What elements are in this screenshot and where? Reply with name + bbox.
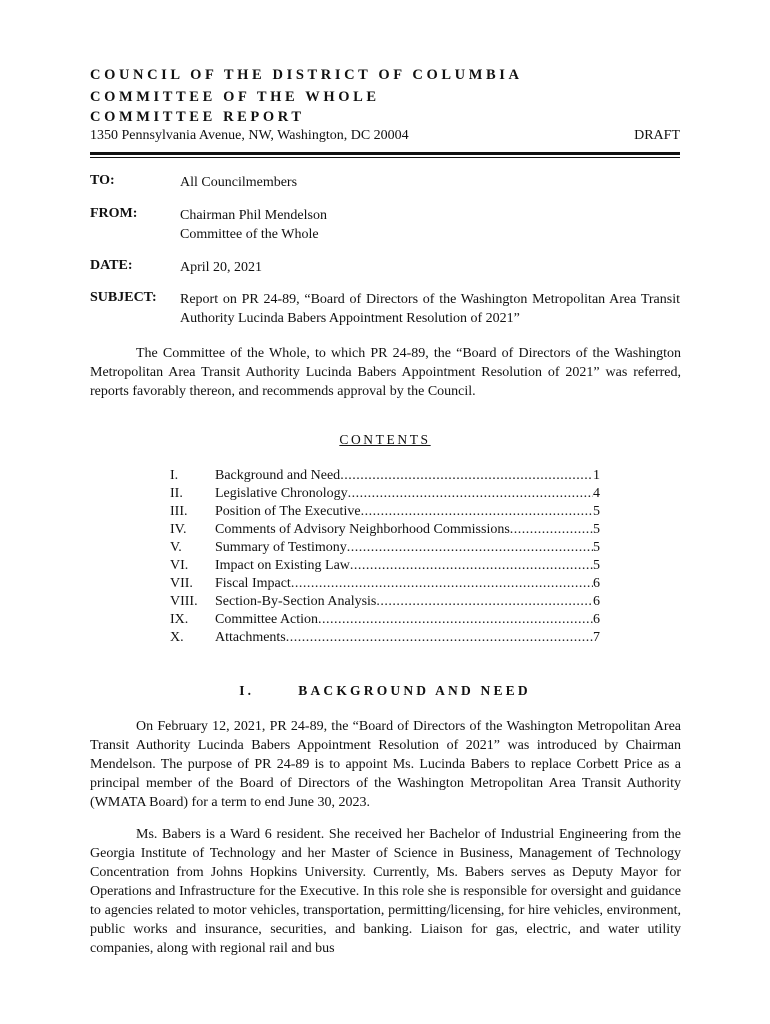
toc-title: Section-By-Section Analysis <box>215 594 377 609</box>
toc-title: Summary of Testimony <box>215 540 347 555</box>
toc-entry[interactable] <box>170 629 600 647</box>
toc-number: VII. <box>170 576 193 591</box>
council-name: COUNCIL OF THE DISTRICT OF COLUMBIA <box>90 67 523 83</box>
toc-title: Impact on Existing Law <box>215 558 350 573</box>
toc-entry[interactable] <box>170 503 600 521</box>
toc-page: 5 <box>593 540 600 555</box>
toc-page: 1 <box>593 468 600 483</box>
background-paragraph-1 <box>90 717 681 812</box>
toc-entry[interactable] <box>170 593 600 611</box>
toc-number: II. <box>170 486 183 501</box>
toc-number: VI. <box>170 558 189 573</box>
to-label: TO: <box>90 173 115 188</box>
contents-title: CONTENTS <box>339 432 431 447</box>
toc-leader <box>318 611 593 629</box>
toc-entry[interactable] <box>170 485 600 503</box>
toc-page: 5 <box>593 522 600 537</box>
section-number: I. <box>239 683 255 698</box>
subject-value: Report on PR 24-89, “Board of Directors of the Washington Metropolitan Area Transit Authority Lucinda Babers Appointment Resolution of 2021” <box>180 292 680 326</box>
toc-entry[interactable] <box>170 611 600 629</box>
date-label: DATE: <box>90 258 133 273</box>
toc-title: Position of The Executive <box>215 504 361 519</box>
toc-title: Legislative Chronology <box>215 486 348 501</box>
toc-title: Background and Need <box>215 468 341 483</box>
subject-label: SUBJECT: <box>90 290 157 305</box>
from-line-2: Committee of the Whole <box>180 227 319 242</box>
intro-paragraph <box>90 344 681 401</box>
toc-page: 5 <box>593 504 600 519</box>
draft-label: DRAFT <box>634 128 680 143</box>
toc-leader <box>350 557 593 575</box>
date-value: April 20, 2021 <box>180 260 263 275</box>
toc-leader <box>376 593 593 611</box>
toc-page: 6 <box>593 612 600 627</box>
from-label: FROM: <box>90 206 138 221</box>
toc-number: VIII. <box>170 594 198 609</box>
committee-name: COMMITTEE OF THE WHOLE <box>90 89 380 105</box>
toc-number: IX. <box>170 612 189 627</box>
toc-number: I. <box>170 468 179 483</box>
toc-entry[interactable] <box>170 539 600 557</box>
toc-leader <box>340 467 593 485</box>
toc-page: 6 <box>593 594 600 609</box>
background-text-1: On February 12, 2021, PR 24-89, the “Board of Directors of the Washington Metropolitan Area Transit Authority Lucinda Babers Appointment Resolution of 2021” was introduced by Chairman Mendelson. The purpose of PR 24-89 is to appoint Ms. Lucinda Babers to replace Corbett Price as a principal member of the Board of Directors of the Washington Metropolitan Area Transit Authority (WMATA Board) for a term to end June 30, 2023. <box>90 719 681 810</box>
header-rule-thick <box>90 152 680 155</box>
from-line-1: Chairman Phil Mendelson <box>180 208 327 223</box>
toc-leader <box>348 485 593 503</box>
toc-number: V. <box>170 540 182 555</box>
toc-title: Fiscal Impact <box>215 576 291 591</box>
toc-page: 5 <box>593 558 600 573</box>
toc-leader <box>286 629 593 647</box>
council-address: 1350 Pennsylvania Avenue, NW, Washington, DC 20004 <box>90 128 409 143</box>
toc-title: Committee Action <box>215 612 319 627</box>
toc-page: 6 <box>593 576 600 591</box>
toc-number: IV. <box>170 522 187 537</box>
toc-page: 7 <box>593 630 600 645</box>
toc-entry[interactable] <box>170 467 600 485</box>
toc-leader <box>347 539 593 557</box>
to-value: All Councilmembers <box>180 175 298 190</box>
section-title: BACKGROUND AND NEED <box>298 683 531 698</box>
toc-number: X. <box>170 630 184 645</box>
toc-number: III. <box>170 504 188 519</box>
toc-entry[interactable] <box>170 557 600 575</box>
table-of-contents <box>170 467 600 647</box>
toc-title: Comments of Advisory Neighborhood Commissions <box>215 522 510 537</box>
background-paragraph-2 <box>90 825 681 958</box>
intro-text: The Committee of the Whole, to which PR 24-89, the “Board of Directors of the Washington Metropolitan Area Transit Authority Lucinda Babers Appointment Resolution of 2021” was referred, reports favorably thereon, and recommends approval by the Council. <box>90 346 681 399</box>
toc-leader <box>291 575 593 593</box>
toc-entry[interactable] <box>170 521 600 539</box>
toc-entry[interactable] <box>170 575 600 593</box>
toc-leader <box>361 503 593 521</box>
toc-page: 4 <box>593 486 600 501</box>
background-text-2: Ms. Babers is a Ward 6 resident. She received her Bachelor of Industrial Engineering from the Georgia Institute of Technology and her Master of Science in Business, Management of Technology Concentration from Johns Hopkins University. Currently, Ms. Babers serves as Deputy Mayor for Operations and Infrastructure for the Executive. In this role she is responsible for oversight and guidance to agencies related to motor vehicles, transportation, permitting/licensing, for hire vehicles, environment, public works and insurance, securities, and banking. Liaison for gas, electric, and water utility companies, along with regional rail and bus <box>90 827 681 956</box>
toc-leader <box>510 521 593 539</box>
header-rule-thin <box>90 157 680 158</box>
section-heading <box>0 683 770 699</box>
report-type: COMMITTEE REPORT <box>90 109 305 125</box>
toc-title: Attachments <box>215 630 286 645</box>
